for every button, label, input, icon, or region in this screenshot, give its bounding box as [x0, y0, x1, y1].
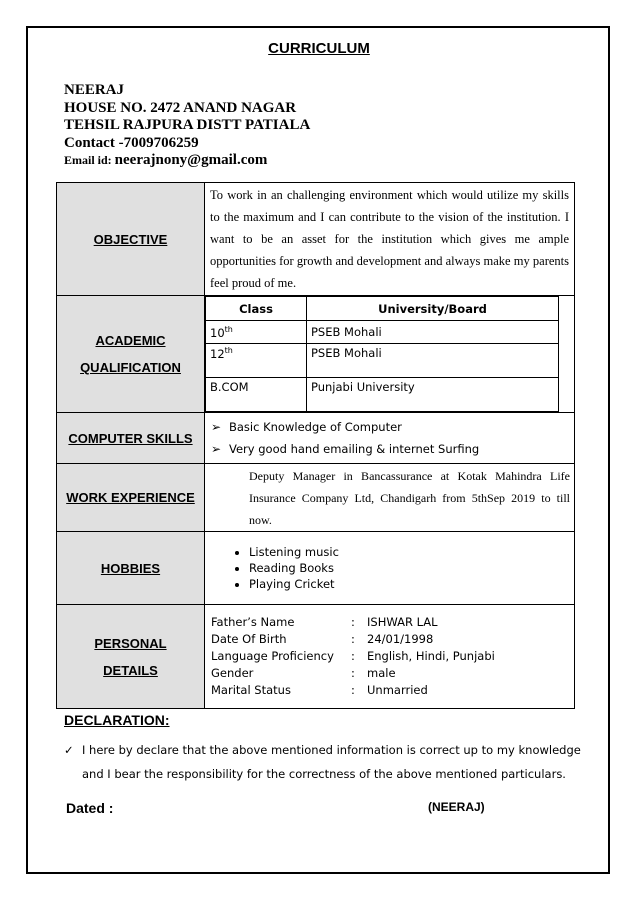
detail-sep: :	[351, 615, 355, 629]
dated-label: Dated :	[66, 800, 114, 816]
academic-table	[205, 296, 559, 412]
detail-value: 24/01/1998	[367, 632, 434, 646]
computer-skills-list	[205, 413, 574, 463]
declaration-text: ✓ I here by declare that the above mentioned information is correct up to my knowledge and I bear the responsibility for the correctness of the above mentioned particulars.	[64, 738, 594, 786]
detail-key: Gender	[211, 666, 254, 680]
signature-name: (NEERAJ)	[428, 800, 485, 814]
table-row	[211, 648, 495, 665]
detail-value: ISHWAR LAL	[367, 615, 438, 629]
work-row	[57, 464, 575, 532]
board-cell: Punjabi University	[307, 378, 559, 412]
personal-details-table	[211, 614, 495, 699]
academic-cell	[205, 296, 575, 413]
hobbies-label: HOBBIES	[57, 532, 205, 605]
detail-sep: :	[351, 649, 355, 663]
check-icon: ✓	[64, 743, 74, 757]
hobbies-row	[57, 532, 575, 605]
address-line-1: HOUSE NO. 2472 ANAND NAGAR	[64, 100, 297, 116]
declaration-title: DECLARATION:	[64, 712, 170, 728]
applicant-name: NEERAJ	[64, 82, 125, 98]
personal-details-cell	[205, 605, 575, 709]
table-row	[211, 631, 495, 648]
list-item: • Reading Books	[249, 560, 574, 576]
hobbies-cell	[205, 532, 575, 605]
detail-key: Marital Status	[211, 683, 291, 697]
computer-skills-cell	[205, 413, 575, 464]
col-class-header: Class	[206, 297, 307, 321]
objective-label: OBJECTIVE	[57, 183, 205, 296]
col-board-header: University/Board	[307, 297, 559, 321]
detail-sep: :	[351, 666, 355, 680]
table-row	[211, 665, 495, 682]
objective-text: To work in an challenging environment which would utilize my skills to the maximum and I can contribute to the vision of the institution. I want to be an asset for the institution which gives me ample opportunities for growth and development and always make my parents feel proud of me.	[205, 183, 575, 296]
computer-row	[57, 413, 575, 464]
academic-label: ACADEMIC QUALIFICATION	[57, 296, 205, 413]
detail-sep: :	[351, 632, 355, 646]
list-item: ➢ Very good hand emailing & internet Surfing	[229, 438, 574, 460]
detail-key: Date Of Birth	[211, 632, 287, 646]
detail-key: Father’s Name	[211, 615, 295, 629]
detail-value: English, Hindi, Punjabi	[367, 649, 495, 663]
class-cell: B.COM	[206, 378, 307, 412]
list-item: • Playing Cricket	[249, 576, 574, 592]
address-line-2: TEHSIL RAJPURA DISTT PATIALA	[64, 117, 311, 133]
contact-number: Contact -7009706259	[64, 135, 199, 151]
work-experience-text: Deputy Manager in Bancassurance at Kotak Mahindra Life Insurance Company Ltd, Chandigarh from 5thSep 2019 to till now.	[205, 464, 575, 532]
table-row	[206, 344, 559, 378]
table-row	[206, 378, 559, 412]
detail-key: Language Proficiency	[211, 649, 334, 663]
table-row	[211, 682, 495, 699]
class-cell: 10th	[206, 321, 307, 344]
board-cell: PSEB Mohali	[307, 321, 559, 344]
document-title: CURRICULUM	[268, 40, 370, 57]
email-row	[64, 151, 267, 169]
personal-details-label: PERSONAL DETAILS	[57, 605, 205, 709]
class-cell: 12th	[206, 344, 307, 378]
list-item: ➢ Basic Knowledge of Computer	[229, 416, 574, 438]
table-row	[206, 321, 559, 344]
resume-table	[56, 182, 575, 709]
email-label: Email id:	[64, 153, 112, 167]
detail-sep: :	[351, 683, 355, 697]
board-cell: PSEB Mohali	[307, 344, 559, 378]
hobbies-list	[205, 536, 574, 600]
objective-row	[57, 183, 575, 296]
email-address: neerajnony@gmail.com	[114, 152, 268, 168]
detail-value: male	[367, 666, 396, 680]
academic-row	[57, 296, 575, 413]
list-item: • Listening music	[249, 544, 574, 560]
work-experience-label: WORK EXPERIENCE	[57, 464, 205, 532]
detail-value: Unmarried	[367, 683, 428, 697]
personal-row	[57, 605, 575, 709]
computer-skills-label: COMPUTER SKILLS	[57, 413, 205, 464]
table-row	[211, 614, 495, 631]
